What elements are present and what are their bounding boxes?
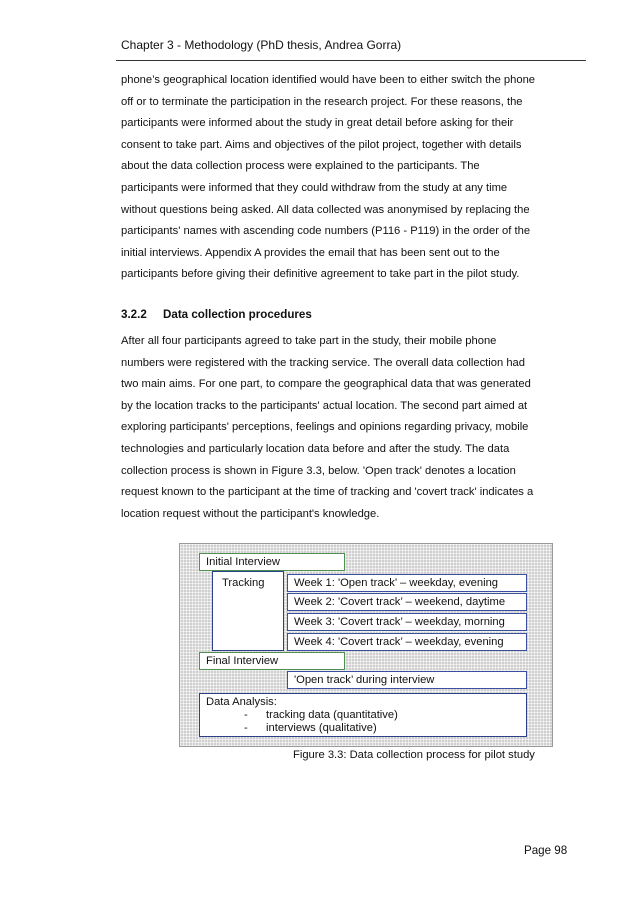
running-header: Chapter 3 - Methodology (PhD thesis, Andrea Gorra): [121, 38, 402, 52]
header-rule: [116, 60, 586, 61]
text-line: without questions being asked. All data collected was anonymised by replacing the: [121, 203, 530, 216]
section-title: Data collection procedures: [163, 308, 312, 321]
text-line: participants' names with ascending code numbers (P116 - P119) in the order of the: [121, 225, 531, 238]
data-analysis-item-text: tracking data (quantitative): [266, 709, 398, 721]
section-number: 3.2.2: [121, 308, 147, 321]
data-analysis-item-text: interviews (qualitative): [266, 722, 377, 734]
data-analysis-box: [199, 693, 527, 737]
text-line: phone’s geographical location identified would have been to either switch the phone: [121, 74, 536, 86]
initial-interview-box: Initial Interview: [199, 553, 345, 571]
text-line: participants were informed about the study in great detail before asking for their: [121, 117, 514, 130]
text-line: technologies and particularly location data before and after the study. The data: [121, 442, 510, 455]
section-heading: [121, 308, 312, 321]
open-track-interview-box: 'Open track’ during interview: [287, 671, 527, 689]
text-line: numbers were registered with the tracking service. The overall data collection had: [121, 356, 525, 369]
text-line: exploring participants' perceptions, feelings and opinions regarding privacy, mobile: [121, 421, 529, 434]
text-line: request known to the participant at the time of tracking and 'covert track' indicates a: [121, 486, 534, 499]
data-analysis-item: [206, 722, 526, 735]
text-line: by the location tracks to the participants' actual location. The second part aimed at: [121, 399, 528, 412]
data-analysis-item: [206, 709, 526, 722]
text-line: initial interviews. Appendix A provides the email that has been sent out to the: [121, 246, 500, 259]
week-2-box: Week 2: 'Covert track’ – weekend, daytime: [287, 593, 527, 611]
text-line: consent to take part. Aims and objectives of the pilot project, together with details: [121, 138, 522, 151]
paragraph-data-collection: [121, 331, 576, 525]
data-collection-diagram: [179, 543, 553, 747]
text-line: collection process is shown in Figure 3.3, below. 'Open track' denotes a location: [121, 464, 516, 477]
text-line: about the data collection process were explained to the participants. The: [121, 160, 480, 173]
final-interview-box: Final Interview: [199, 652, 345, 670]
text-line: two main aims. For one part, to compare the geographical data that was generated: [121, 378, 531, 391]
week-1-box: Week 1: 'Open track’ – weekday, evening: [287, 574, 527, 592]
bullet-dash: -: [244, 722, 248, 734]
text-line: participants were informed that they could withdraw from the study at any time: [121, 181, 508, 194]
text-line: off or to terminate the participation in the research project. For these reasons, the: [121, 95, 523, 108]
text-line: After all four participants agreed to take part in the study, their mobile phone: [121, 335, 497, 347]
text-line: participants before giving their definitive agreement to take part in the pilot study.: [121, 268, 520, 281]
page-number: Page 98: [524, 844, 568, 857]
week-4-box: Week 4: 'Covert track’ – weekday, evening: [287, 633, 527, 651]
week-3-box: Week 3: 'Covert track’ – weekday, morning: [287, 613, 527, 631]
tracking-box: Tracking: [212, 571, 284, 651]
bullet-dash: -: [244, 709, 248, 721]
figure-caption: Figure 3.3: Data collection process for pilot study: [293, 749, 535, 761]
paragraph-consent: [121, 70, 576, 286]
text-line: location request without the participant's knowledge.: [121, 507, 380, 520]
data-analysis-title: Data Analysis:: [206, 696, 277, 708]
